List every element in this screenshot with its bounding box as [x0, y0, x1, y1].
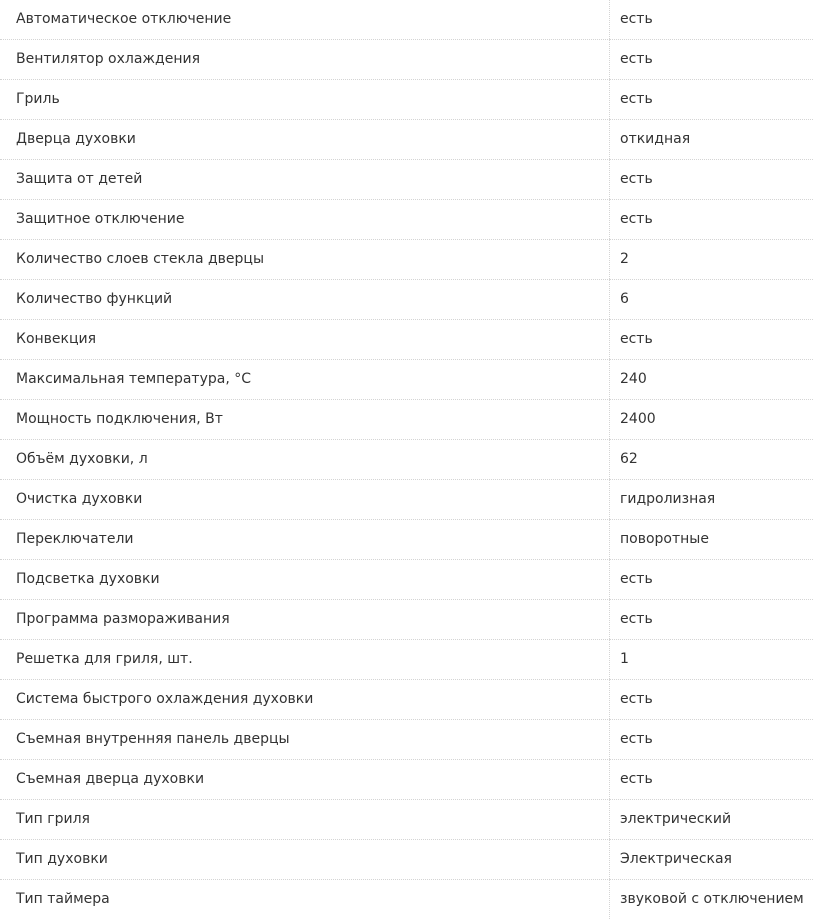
spec-row-auto-shutoff	[0, 0, 814, 40]
spec-value: Электрическая	[610, 840, 814, 880]
spec-row-oven-volume	[0, 440, 814, 480]
spec-row-defrost-program	[0, 600, 814, 640]
spec-row-power	[0, 400, 814, 440]
spec-name: Дверца духовки	[0, 120, 610, 160]
spec-row-grill-rack	[0, 640, 814, 680]
spec-value: есть	[610, 40, 814, 80]
spec-value: 240	[610, 360, 814, 400]
spec-row-oven-door	[0, 120, 814, 160]
spec-value: 1	[610, 640, 814, 680]
spec-name: Переключатели	[0, 520, 610, 560]
spec-row-max-temperature	[0, 360, 814, 400]
spec-value: 2	[610, 240, 814, 280]
spec-name: Мощность подключения, Вт	[0, 400, 610, 440]
spec-value: есть	[610, 160, 814, 200]
spec-name: Тип духовки	[0, 840, 610, 880]
spec-name: Защитное отключение	[0, 200, 610, 240]
spec-value: есть	[610, 0, 814, 40]
spec-row-cooling-fan	[0, 40, 814, 80]
spec-row-grill-type	[0, 800, 814, 840]
spec-name: Вентилятор охлаждения	[0, 40, 610, 80]
spec-name: Максимальная температура, °С	[0, 360, 610, 400]
spec-name: Съемная внутренняя панель дверцы	[0, 720, 610, 760]
spec-value: откидная	[610, 120, 814, 160]
spec-name: Тип таймера	[0, 880, 610, 919]
spec-row-child-lock	[0, 160, 814, 200]
spec-row-grill	[0, 80, 814, 120]
spec-value: есть	[610, 200, 814, 240]
spec-row-switches	[0, 520, 814, 560]
spec-name: Решетка для гриля, шт.	[0, 640, 610, 680]
spec-value: есть	[610, 720, 814, 760]
spec-row-door-glass-layers	[0, 240, 814, 280]
spec-name: Количество функций	[0, 280, 610, 320]
spec-name: Тип гриля	[0, 800, 610, 840]
spec-value: есть	[610, 760, 814, 800]
spec-value: звуковой с отключением	[610, 880, 814, 919]
spec-name: Автоматическое отключение	[0, 0, 610, 40]
spec-value: есть	[610, 680, 814, 720]
spec-value: 62	[610, 440, 814, 480]
spec-row-fast-cooling	[0, 680, 814, 720]
spec-value: есть	[610, 600, 814, 640]
spec-row-removable-inner-panel	[0, 720, 814, 760]
spec-name: Съемная дверца духовки	[0, 760, 610, 800]
spec-name: Гриль	[0, 80, 610, 120]
spec-name: Программа размораживания	[0, 600, 610, 640]
spec-value: есть	[610, 80, 814, 120]
spec-row-oven-cleaning	[0, 480, 814, 520]
spec-name: Система быстрого охлаждения духовки	[0, 680, 610, 720]
spec-name: Количество слоев стекла дверцы	[0, 240, 610, 280]
spec-value: поворотные	[610, 520, 814, 560]
spec-row-oven-light	[0, 560, 814, 600]
spec-value: 2400	[610, 400, 814, 440]
spec-value: 6	[610, 280, 814, 320]
spec-name: Конвекция	[0, 320, 610, 360]
spec-name: Подсветка духовки	[0, 560, 610, 600]
spec-row-convection	[0, 320, 814, 360]
spec-value: есть	[610, 320, 814, 360]
spec-row-function-count	[0, 280, 814, 320]
spec-row-oven-type	[0, 840, 814, 880]
spec-row-removable-door	[0, 760, 814, 800]
spec-name: Объём духовки, л	[0, 440, 610, 480]
spec-value: гидролизная	[610, 480, 814, 520]
spec-value: есть	[610, 560, 814, 600]
spec-value: электрический	[610, 800, 814, 840]
spec-name: Очистка духовки	[0, 480, 610, 520]
spec-row-timer-type	[0, 880, 814, 919]
spec-name: Защита от детей	[0, 160, 610, 200]
spec-row-safety-shutoff	[0, 200, 814, 240]
